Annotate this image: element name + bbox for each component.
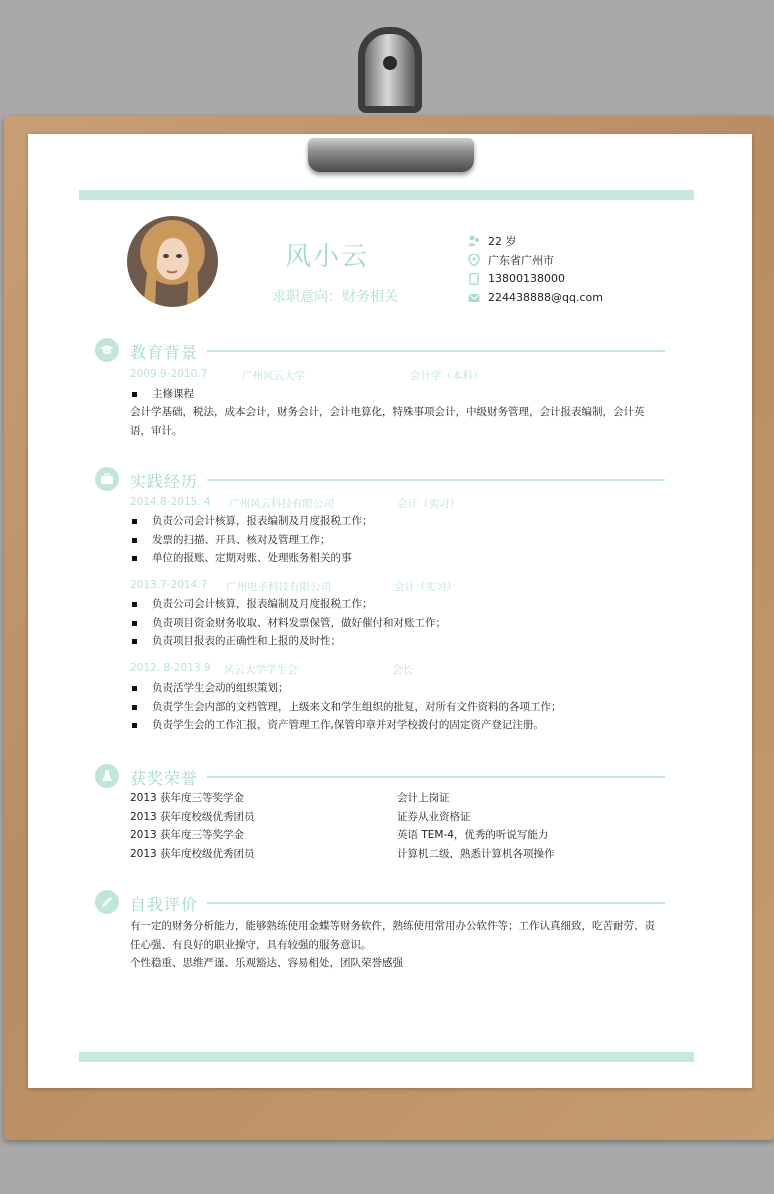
job-duties [130, 512, 373, 568]
table-row [130, 826, 630, 845]
location-text: 广东省广州市 [488, 253, 554, 267]
job-intent: 求职意向：财务相关 [272, 289, 398, 305]
contact-info [468, 231, 603, 307]
list-item: 负责学生会的工作汇报，资产管理工作,保管印章并对学校拨付的固定资产登记注册。 [130, 716, 562, 735]
contact-phone [468, 269, 603, 288]
contact-age [468, 231, 603, 250]
edu-course-list [130, 385, 194, 404]
section-experience [95, 467, 665, 493]
self-eval-text: 有一定的财务分析能力，能够熟练使用金蝶等财务软件，熟练使用常用办公软件等；工作认真细致，吃苦耐劳、责任心强、有良好的职业操守，具有较强的服务意识。 [130, 920, 655, 951]
mail-icon [468, 292, 480, 304]
person-icon [468, 235, 480, 247]
section-divider [207, 350, 665, 352]
phone-text: 13800138000 [488, 272, 565, 285]
avatar [127, 216, 218, 307]
award-right: 英语 TEM-4，优秀的听说写能力 [397, 829, 549, 841]
section-divider [207, 479, 665, 481]
edu-major: 会计学（本科） [410, 370, 484, 382]
section-title: 实践经历 [130, 472, 199, 491]
award-left: 2013 获年度校级优秀团员 [130, 810, 255, 823]
award-left: 2013 获年度校级优秀团员 [130, 847, 255, 860]
list-item: 发票的扫描、开具、核对及管理工作； [130, 531, 373, 550]
list-item: 负责项目报表的正确性和上报的及时性； [130, 632, 446, 651]
job-duties [130, 595, 446, 651]
edu-school: 广州风云大学 [242, 370, 305, 382]
bottom-band [79, 1052, 694, 1062]
email-text: 224438888@qq.com [488, 291, 603, 304]
award-left: 2013 获年度三等奖学金 [130, 829, 245, 841]
list-item: 负责公司会计核算，报表编制及月度报税工作； [130, 512, 373, 531]
job-company: 广州风云科技有限公司 [229, 498, 334, 510]
pencil-icon [95, 890, 119, 914]
job-company: 广州电子科技有限公司 [226, 581, 331, 593]
section-divider [207, 902, 665, 904]
award-right: 计算机二级，熟悉计算机各项操作 [397, 847, 555, 860]
list-item: 主修课程 [130, 385, 194, 404]
list-item: 负责公司会计核算，报表编制及月度报税工作； [130, 595, 446, 614]
award-right: 会计上岗证 [397, 792, 450, 804]
self-eval-summary: 个性稳重、思维严谨、乐观豁达、容易相处，团队荣誉感强 [130, 957, 403, 969]
job-role: 会长 [392, 664, 413, 676]
job-period: 2013.7-2014.7 [130, 579, 208, 591]
job-period: 2012. 8-2013.9 [130, 662, 211, 674]
contact-location [468, 250, 603, 269]
section-awards [95, 764, 665, 790]
section-self-evaluation [95, 890, 665, 916]
job-company: 风云大学学生会 [224, 664, 298, 676]
section-title: 教育背景 [130, 343, 199, 362]
list-item: 单位的报账、定期对账、处理账务相关的事 [130, 549, 373, 568]
table-row [130, 845, 630, 864]
section-title: 自我评价 [130, 895, 199, 914]
portrait-image [127, 216, 218, 307]
section-education [95, 338, 665, 364]
phone-icon [468, 273, 480, 285]
clip-base [308, 138, 474, 172]
age-text: 22 岁 [488, 234, 517, 248]
edu-courses-text: 会计学基础，税法，成本会计，财务会计，会计电算化，特殊事项会计，中级财务管理，会计报表编制，会计英语，审计。 [130, 406, 645, 437]
table-row [130, 808, 630, 827]
job-role: 会计（实习） [394, 581, 457, 593]
location-pin-icon [468, 254, 480, 266]
section-title: 获奖荣誉 [130, 769, 199, 788]
graduation-cap-icon [95, 338, 119, 362]
table-row [130, 789, 630, 808]
list-item: 负责活学生会动的组织策划； [130, 679, 562, 698]
job-period: 2014.8-2015. 4 [130, 496, 211, 508]
top-band [79, 190, 694, 200]
list-item: 负责项目资金财务收取、材料发票保管，做好催付和对账工作； [130, 614, 446, 633]
edu-period: 2009.9-2010.7 [130, 368, 208, 380]
award-right: 证券从业资格证 [397, 810, 471, 823]
job-role: 会计（实习） [397, 498, 460, 510]
briefcase-icon [95, 467, 119, 491]
awards-table [130, 789, 630, 863]
contact-email [468, 288, 603, 307]
section-divider [207, 776, 665, 778]
clip-ring [358, 27, 422, 113]
job-duties [130, 679, 562, 735]
award-left: 2013 获年度三等奖学金 [130, 792, 245, 804]
list-item: 负责学生会内部的文档管理，上级来文和学生组织的批复，对所有文件资料的各项工作； [130, 698, 562, 717]
flask-icon [95, 764, 119, 788]
candidate-name: 风小云 [285, 242, 370, 272]
